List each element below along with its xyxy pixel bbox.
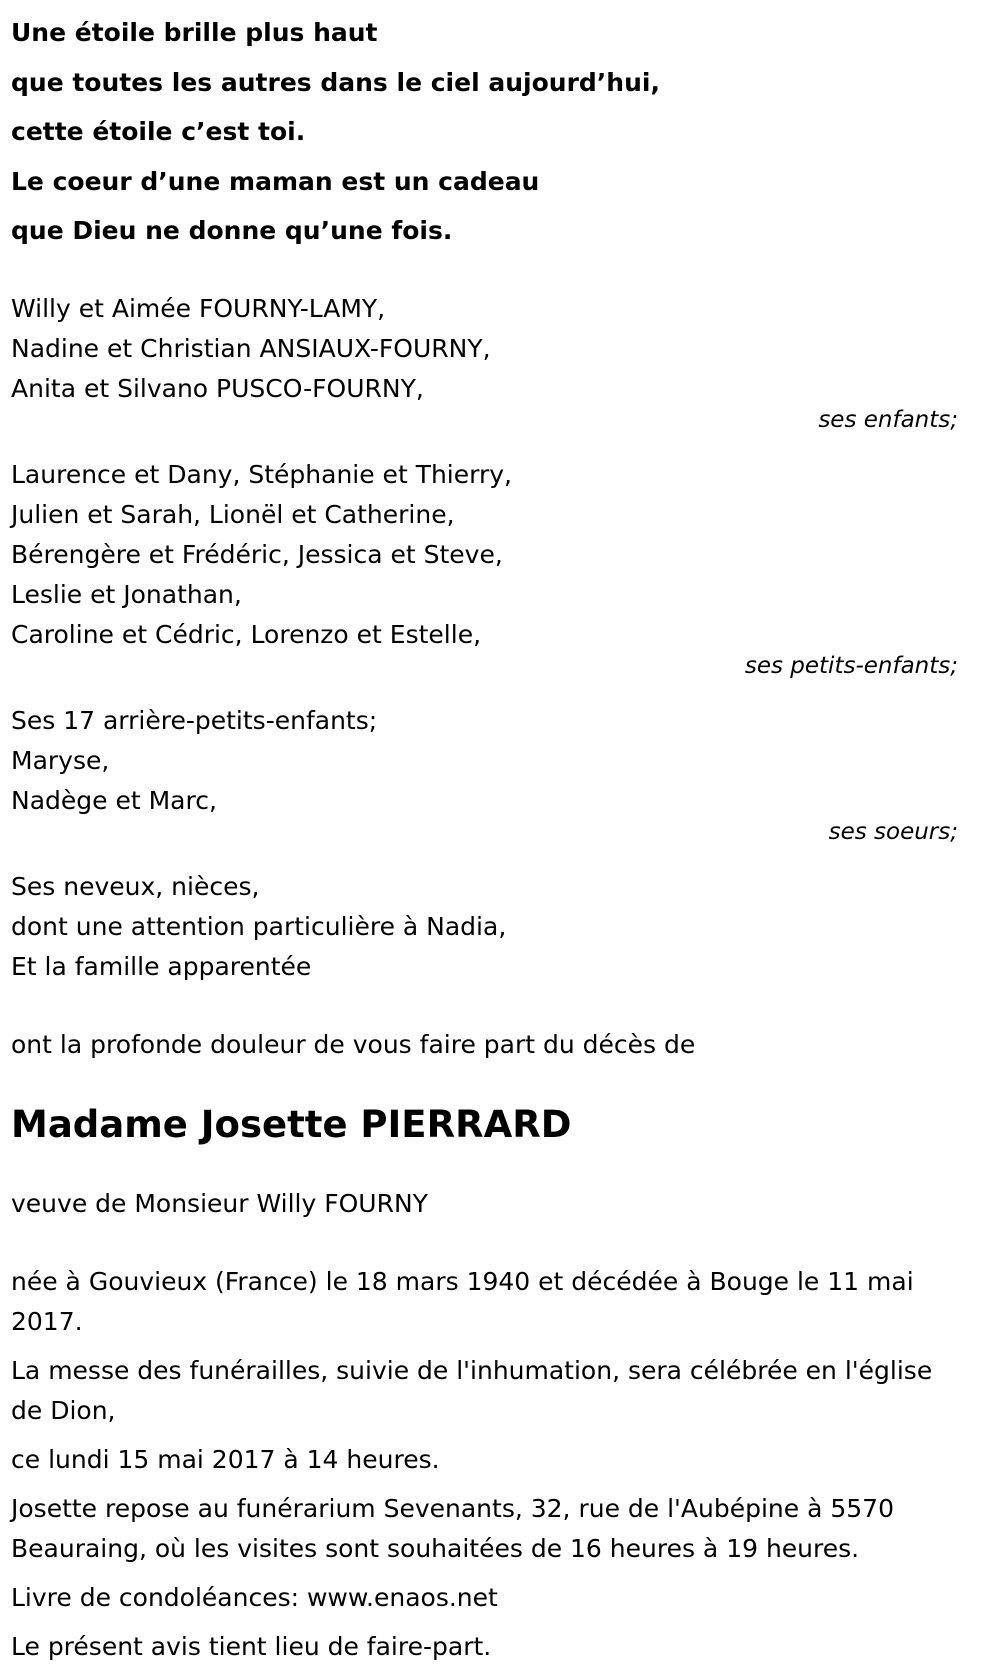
poem-line: que Dieu ne donne qu’une fois. — [11, 216, 453, 245]
family-line: Nadège et Marc, — [11, 785, 217, 815]
family-line: Anita et Silvano PUSCO-FOURNY, — [11, 373, 424, 403]
family-group-others — [11, 867, 958, 987]
family-line: Maryse, — [11, 745, 110, 775]
condolences-text: Livre de condoléances: www.enaos.net — [11, 1582, 498, 1612]
family-line: Nadine et Christian ANSIAUX-FOURNY, — [11, 333, 491, 363]
family-line: Ses 17 arrière-petits-enfants; — [11, 705, 378, 735]
family-role-label: ses soeurs; — [828, 818, 958, 845]
funeral-home-text: Josette repose au funérarium Sevenants, 32, rue de l'Aubépine à 5570 Beauraing, où les visites sont souhaitées de 16 heures à 19 heures. — [11, 1493, 894, 1563]
deceased-name: Madame Josette PIERRARD — [11, 1102, 572, 1146]
funeral-details — [11, 1262, 958, 1667]
family-line: Ses neveux, nièces, — [11, 871, 260, 901]
family-line: Willy et Aimée FOURNY-LAMY, — [11, 293, 386, 323]
family-list — [11, 289, 958, 987]
family-line: Et la famille apparentée — [11, 951, 312, 981]
mass-text: La messe des funérailles, suivie de l'inhumation, sera célébrée en l'église de Dion, — [11, 1355, 933, 1425]
family-group-grandchildren — [11, 455, 958, 679]
widow-of-text: veuve de Monsieur Willy FOURNY — [11, 1188, 428, 1218]
birth-death-text: née à Gouvieux (France) le 18 mars 1940 et décédée à Bouge le 11 mai 2017. — [11, 1266, 914, 1336]
family-group-children — [11, 289, 958, 433]
family-role-label: ses enfants; — [818, 406, 958, 433]
poem-line: cette étoile c’est toi. — [11, 117, 306, 146]
notice-text: Le présent avis tient lieu de faire-part. — [11, 1631, 492, 1661]
poem-line: Le coeur d’une maman est un cadeau — [11, 166, 540, 196]
announcement-text: ont la profonde douleur de vous faire part du décès de — [11, 1029, 696, 1059]
family-line: Bérengère et Frédéric, Jessica et Steve, — [11, 539, 503, 569]
family-line: Leslie et Jonathan, — [11, 579, 242, 609]
family-role-label: ses petits-enfants; — [744, 652, 958, 679]
poem-line: que toutes les autres dans le ciel aujourd’hui, — [11, 67, 660, 97]
poem-line: Une étoile brille plus haut — [11, 18, 378, 47]
family-line: Caroline et Cédric, Lorenzo et Estelle, — [11, 619, 482, 649]
family-group-sisters — [11, 701, 958, 845]
family-line: Julien et Sarah, Lionël et Catherine, — [11, 499, 455, 529]
family-line: dont une attention particulière à Nadia, — [11, 911, 507, 941]
poem — [11, 0, 958, 256]
date-time-text: ce lundi 15 mai 2017 à 14 heures. — [11, 1444, 440, 1474]
family-line: Laurence et Dany, Stéphanie et Thierry, — [11, 459, 512, 489]
